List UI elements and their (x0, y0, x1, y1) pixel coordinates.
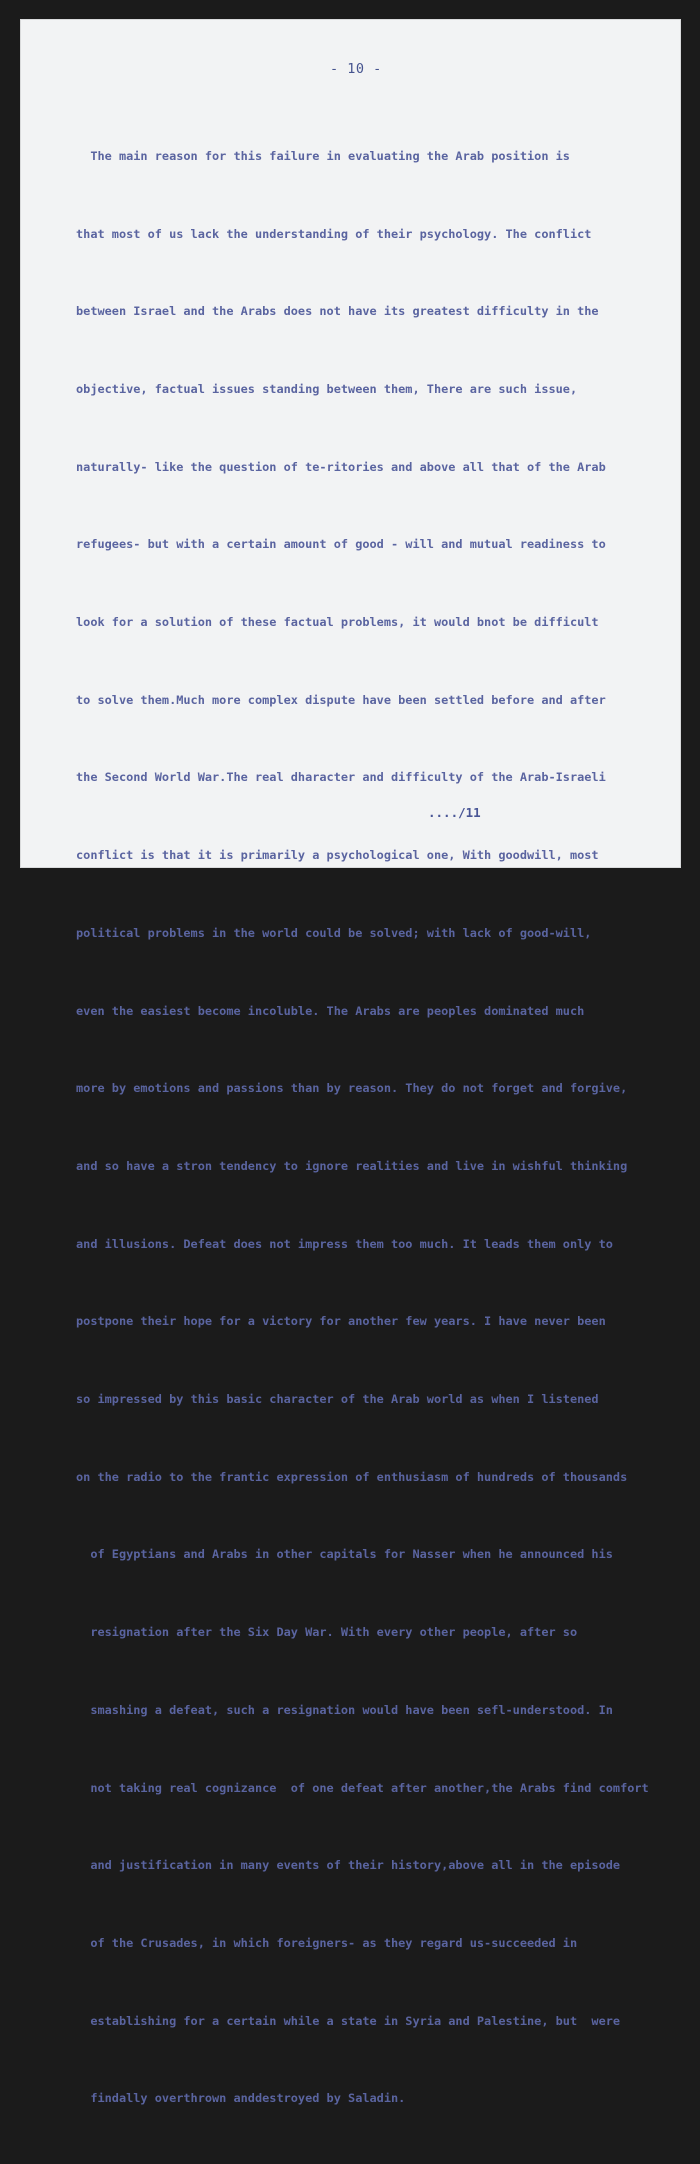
text-line: not taking real cognizance of one defeat after another,the Arabs find comfort (76, 1780, 649, 1795)
text-line: between Israel and the Arabs does not have its greatest difficulty in the (76, 304, 599, 319)
text-line: and justification in many events of their history,above all in the episode (76, 1858, 621, 1873)
text-line: conflict is that it is primarily a psychological one, With goodwill, most (76, 848, 599, 863)
text-line: so impressed by this basic character of the Arab world as when I listened (76, 1392, 599, 1407)
text-line: on the radio to the frantic expression of enthusiasm of hundreds of thousands (76, 1469, 628, 1484)
document-page (20, 19, 681, 2106)
text-line: The main reason for this failure in evaluating the Arab position is (76, 148, 570, 163)
text-line: that most of us lack the understanding of their psychology. The conflict (76, 226, 592, 241)
text-line: establishing for a certain while a state in Syria and Palestine, but were (76, 2013, 621, 2028)
text-line: to solve them.Much more complex dispute have been settled before and after (76, 692, 606, 707)
text-line: findally overthrown anddestroyed by Saladin. (76, 2091, 406, 2106)
text-line: of the Crusades, in which foreigners- as they regard us-succeeded in (76, 1935, 578, 1950)
text-line: resignation after the Six Day War. With every other people, after so (76, 1625, 578, 1640)
text-line: political problems in the world could be solved; with lack of good-will, (76, 925, 592, 940)
text-line: refugees- but with a certain amount of good - will and mutual readiness to (76, 537, 606, 552)
text-line: and so have a stron tendency to ignore realities and live in wishful thinking (76, 1158, 628, 1173)
body-paragraph (76, 92, 676, 2164)
text-line: and illusions. Defeat does not impress them too much. It leads them only to (76, 1236, 613, 1251)
text-line: postpone their hope for a victory for another few years. I have never been (76, 1314, 606, 1329)
continuation-marker: ..../11 (428, 805, 481, 820)
text-line: the Second World War.The real dharacter and difficulty of the Arab-Israeli (76, 770, 606, 785)
page-number: - 10 - (330, 61, 382, 77)
text-line: naturally- like the question of te-ritories and above all that of the Arab (76, 459, 606, 474)
text-line: smashing a defeat, such a resignation would have been sefl-understood. In (76, 1702, 613, 1717)
text-line: even the easiest become incoluble. The Arabs are peoples dominated much (76, 1003, 585, 1018)
text-line: of Egyptians and Arabs in other capitals for Nasser when he announced his (76, 1547, 613, 1562)
text-line: objective, factual issues standing between them, There are such issue, (76, 381, 578, 396)
text-line: more by emotions and passions than by reason. They do not forget and forgive, (76, 1081, 628, 1096)
text-line: look for a solution of these factual problems, it would bnot be difficult (76, 615, 599, 630)
